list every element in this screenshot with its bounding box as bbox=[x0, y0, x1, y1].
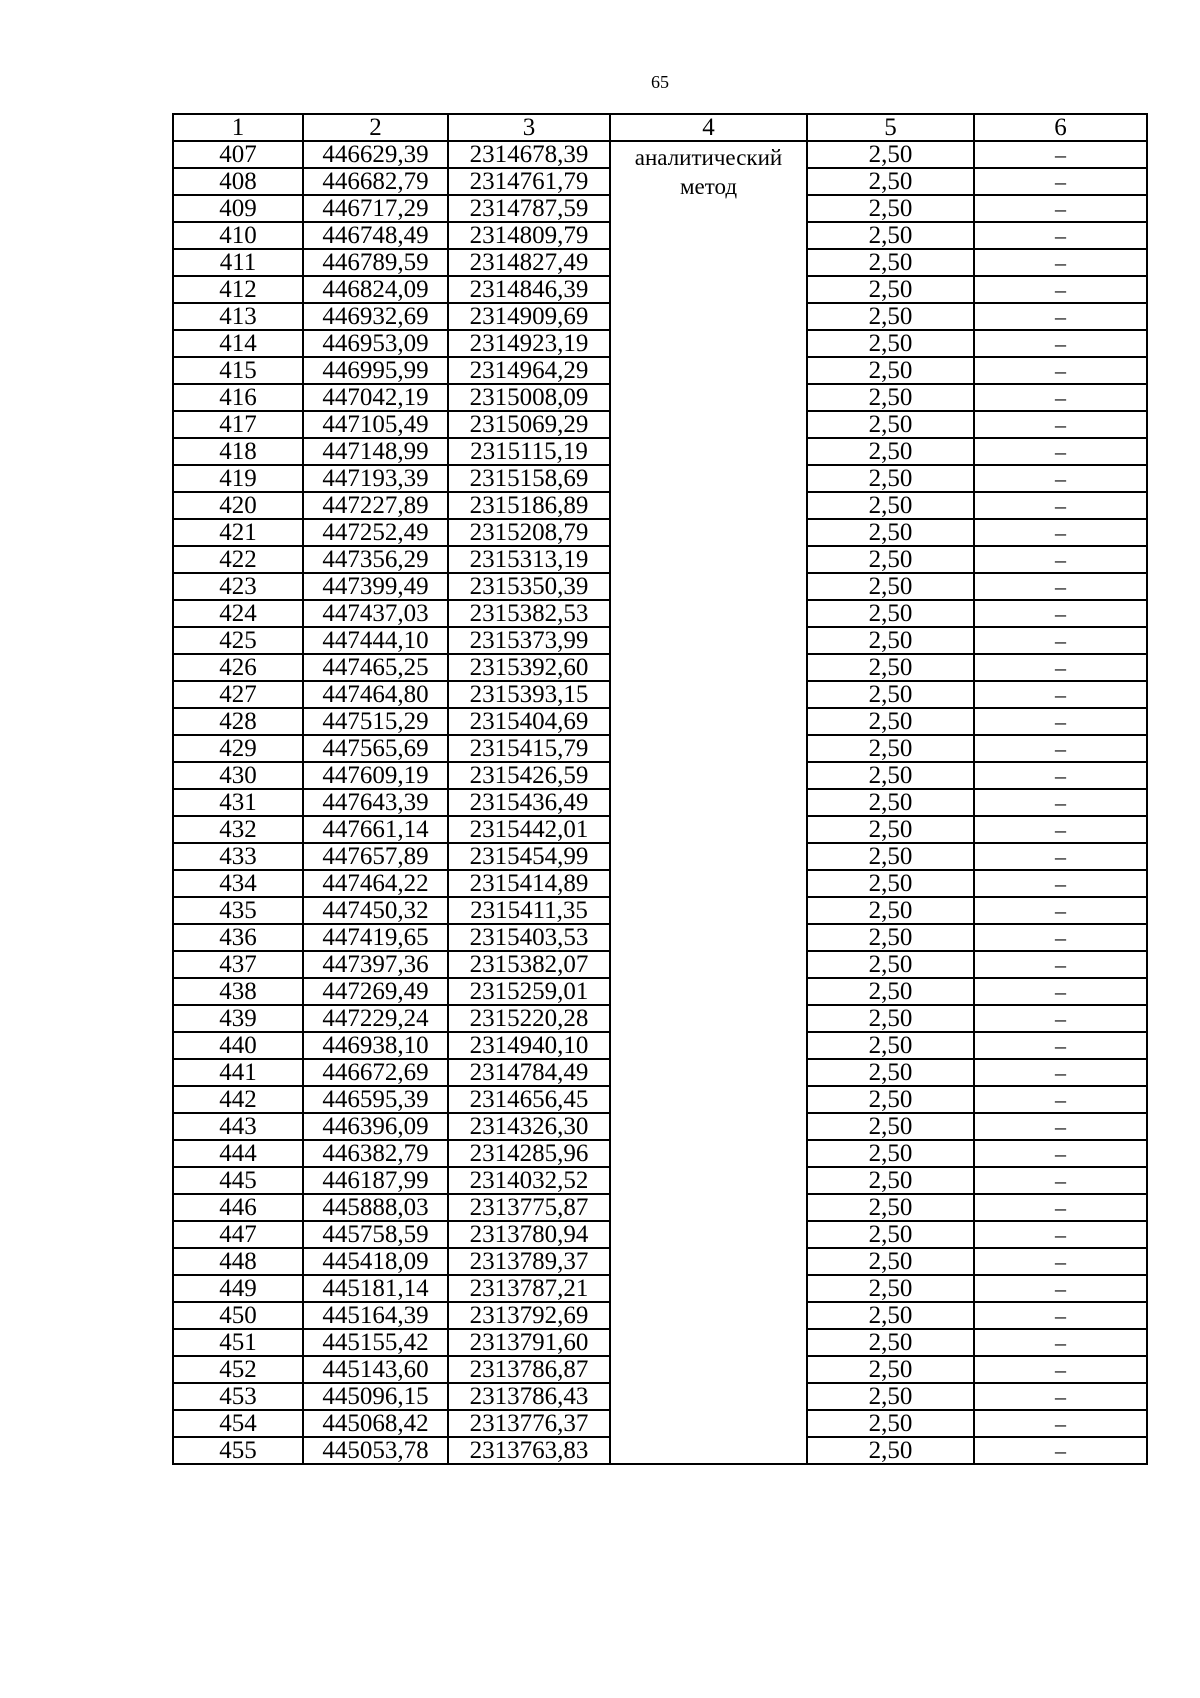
accuracy-cell: 2,50 bbox=[807, 195, 974, 222]
accuracy-cell: 2,50 bbox=[807, 1383, 974, 1410]
x-coordinate-cell: 445888,03 bbox=[303, 1194, 448, 1221]
y-coordinate-cell: 2315350,39 bbox=[448, 573, 610, 600]
point-number-cell: 436 bbox=[173, 924, 303, 951]
x-coordinate-cell: 447419,65 bbox=[303, 924, 448, 951]
point-number-cell: 411 bbox=[173, 249, 303, 276]
point-number-cell: 438 bbox=[173, 978, 303, 1005]
table-row bbox=[173, 141, 1147, 168]
point-number-cell: 423 bbox=[173, 573, 303, 600]
coordinates-table bbox=[172, 113, 1148, 1465]
y-coordinate-cell: 2315382,53 bbox=[448, 600, 610, 627]
accuracy-cell: 2,50 bbox=[807, 843, 974, 870]
point-number-cell: 449 bbox=[173, 1275, 303, 1302]
accuracy-cell: 2,50 bbox=[807, 303, 974, 330]
accuracy-cell: 2,50 bbox=[807, 411, 974, 438]
note-cell: – bbox=[974, 330, 1147, 357]
x-coordinate-cell: 445181,14 bbox=[303, 1275, 448, 1302]
point-number-cell: 434 bbox=[173, 870, 303, 897]
x-coordinate-cell: 447229,24 bbox=[303, 1005, 448, 1032]
y-coordinate-cell: 2313776,37 bbox=[448, 1410, 610, 1437]
point-number-cell: 409 bbox=[173, 195, 303, 222]
x-coordinate-cell: 446748,49 bbox=[303, 222, 448, 249]
accuracy-cell: 2,50 bbox=[807, 816, 974, 843]
x-coordinate-cell: 445096,15 bbox=[303, 1383, 448, 1410]
y-coordinate-cell: 2315404,69 bbox=[448, 708, 610, 735]
point-number-cell: 454 bbox=[173, 1410, 303, 1437]
accuracy-cell: 2,50 bbox=[807, 573, 974, 600]
note-cell: – bbox=[974, 897, 1147, 924]
page-number: 65 bbox=[651, 72, 669, 92]
point-number-cell: 443 bbox=[173, 1113, 303, 1140]
y-coordinate-cell: 2315415,79 bbox=[448, 735, 610, 762]
accuracy-cell: 2,50 bbox=[807, 546, 974, 573]
accuracy-cell: 2,50 bbox=[807, 1437, 974, 1464]
x-coordinate-cell: 445068,42 bbox=[303, 1410, 448, 1437]
note-cell: – bbox=[974, 168, 1147, 195]
y-coordinate-cell: 2315373,99 bbox=[448, 627, 610, 654]
note-cell: – bbox=[974, 141, 1147, 168]
x-coordinate-cell: 447269,49 bbox=[303, 978, 448, 1005]
accuracy-cell: 2,50 bbox=[807, 1410, 974, 1437]
note-cell: – bbox=[974, 519, 1147, 546]
x-coordinate-cell: 445164,39 bbox=[303, 1302, 448, 1329]
y-coordinate-cell: 2315442,01 bbox=[448, 816, 610, 843]
accuracy-cell: 2,50 bbox=[807, 1329, 974, 1356]
header-cell: 4 bbox=[610, 114, 807, 141]
method-cell: аналитический метод bbox=[610, 141, 807, 1464]
point-number-cell: 445 bbox=[173, 1167, 303, 1194]
y-coordinate-cell: 2314678,39 bbox=[448, 141, 610, 168]
y-coordinate-cell: 2313792,69 bbox=[448, 1302, 610, 1329]
x-coordinate-cell: 447464,80 bbox=[303, 681, 448, 708]
note-cell: – bbox=[974, 1113, 1147, 1140]
point-number-cell: 430 bbox=[173, 762, 303, 789]
header-cell: 5 bbox=[807, 114, 974, 141]
x-coordinate-cell: 446932,69 bbox=[303, 303, 448, 330]
note-cell: – bbox=[974, 870, 1147, 897]
point-number-cell: 426 bbox=[173, 654, 303, 681]
x-coordinate-cell: 447252,49 bbox=[303, 519, 448, 546]
accuracy-cell: 2,50 bbox=[807, 1113, 974, 1140]
y-coordinate-cell: 2314761,79 bbox=[448, 168, 610, 195]
note-cell: – bbox=[974, 1086, 1147, 1113]
accuracy-cell: 2,50 bbox=[807, 1032, 974, 1059]
x-coordinate-cell: 447657,89 bbox=[303, 843, 448, 870]
y-coordinate-cell: 2315069,29 bbox=[448, 411, 610, 438]
x-coordinate-cell: 447565,69 bbox=[303, 735, 448, 762]
note-cell: – bbox=[974, 276, 1147, 303]
y-coordinate-cell: 2313763,83 bbox=[448, 1437, 610, 1464]
point-number-cell: 428 bbox=[173, 708, 303, 735]
x-coordinate-cell: 447042,19 bbox=[303, 384, 448, 411]
accuracy-cell: 2,50 bbox=[807, 654, 974, 681]
note-cell: – bbox=[974, 627, 1147, 654]
x-coordinate-cell: 446995,99 bbox=[303, 357, 448, 384]
note-cell: – bbox=[974, 1059, 1147, 1086]
note-cell: – bbox=[974, 789, 1147, 816]
point-number-cell: 424 bbox=[173, 600, 303, 627]
header-cell: 2 bbox=[303, 114, 448, 141]
note-cell: – bbox=[974, 492, 1147, 519]
note-cell: – bbox=[974, 600, 1147, 627]
note-cell: – bbox=[974, 951, 1147, 978]
note-cell: – bbox=[974, 735, 1147, 762]
accuracy-cell: 2,50 bbox=[807, 465, 974, 492]
header-row bbox=[173, 114, 1147, 141]
point-number-cell: 412 bbox=[173, 276, 303, 303]
note-cell: – bbox=[974, 573, 1147, 600]
accuracy-cell: 2,50 bbox=[807, 1302, 974, 1329]
y-coordinate-cell: 2313791,60 bbox=[448, 1329, 610, 1356]
point-number-cell: 421 bbox=[173, 519, 303, 546]
accuracy-cell: 2,50 bbox=[807, 1059, 974, 1086]
accuracy-cell: 2,50 bbox=[807, 1356, 974, 1383]
y-coordinate-cell: 2315008,09 bbox=[448, 384, 610, 411]
note-cell: – bbox=[974, 681, 1147, 708]
x-coordinate-cell: 446396,09 bbox=[303, 1113, 448, 1140]
x-coordinate-cell: 446382,79 bbox=[303, 1140, 448, 1167]
accuracy-cell: 2,50 bbox=[807, 492, 974, 519]
y-coordinate-cell: 2313775,87 bbox=[448, 1194, 610, 1221]
note-cell: – bbox=[974, 303, 1147, 330]
note-cell: – bbox=[974, 1410, 1147, 1437]
accuracy-cell: 2,50 bbox=[807, 168, 974, 195]
y-coordinate-cell: 2313786,43 bbox=[448, 1383, 610, 1410]
y-coordinate-cell: 2313787,21 bbox=[448, 1275, 610, 1302]
x-coordinate-cell: 446629,39 bbox=[303, 141, 448, 168]
y-coordinate-cell: 2314846,39 bbox=[448, 276, 610, 303]
y-coordinate-cell: 2315115,19 bbox=[448, 438, 610, 465]
point-number-cell: 407 bbox=[173, 141, 303, 168]
point-number-cell: 451 bbox=[173, 1329, 303, 1356]
accuracy-cell: 2,50 bbox=[807, 735, 974, 762]
note-cell: – bbox=[974, 816, 1147, 843]
y-coordinate-cell: 2315426,59 bbox=[448, 762, 610, 789]
note-cell: – bbox=[974, 1329, 1147, 1356]
accuracy-cell: 2,50 bbox=[807, 1248, 974, 1275]
y-coordinate-cell: 2315436,49 bbox=[448, 789, 610, 816]
accuracy-cell: 2,50 bbox=[807, 870, 974, 897]
accuracy-cell: 2,50 bbox=[807, 1005, 974, 1032]
y-coordinate-cell: 2313780,94 bbox=[448, 1221, 610, 1248]
y-coordinate-cell: 2314326,30 bbox=[448, 1113, 610, 1140]
y-coordinate-cell: 2313789,37 bbox=[448, 1248, 610, 1275]
point-number-cell: 453 bbox=[173, 1383, 303, 1410]
note-cell: – bbox=[974, 1221, 1147, 1248]
point-number-cell: 440 bbox=[173, 1032, 303, 1059]
note-cell: – bbox=[974, 546, 1147, 573]
x-coordinate-cell: 446938,10 bbox=[303, 1032, 448, 1059]
y-coordinate-cell: 2314809,79 bbox=[448, 222, 610, 249]
note-cell: – bbox=[974, 762, 1147, 789]
point-number-cell: 444 bbox=[173, 1140, 303, 1167]
note-cell: – bbox=[974, 1437, 1147, 1464]
x-coordinate-cell: 447193,39 bbox=[303, 465, 448, 492]
x-coordinate-cell: 447450,32 bbox=[303, 897, 448, 924]
header-cell: 3 bbox=[448, 114, 610, 141]
accuracy-cell: 2,50 bbox=[807, 1140, 974, 1167]
y-coordinate-cell: 2314787,59 bbox=[448, 195, 610, 222]
point-number-cell: 435 bbox=[173, 897, 303, 924]
accuracy-cell: 2,50 bbox=[807, 762, 974, 789]
y-coordinate-cell: 2315313,19 bbox=[448, 546, 610, 573]
x-coordinate-cell: 445418,09 bbox=[303, 1248, 448, 1275]
x-coordinate-cell: 447148,99 bbox=[303, 438, 448, 465]
x-coordinate-cell: 446672,69 bbox=[303, 1059, 448, 1086]
accuracy-cell: 2,50 bbox=[807, 897, 974, 924]
y-coordinate-cell: 2314923,19 bbox=[448, 330, 610, 357]
accuracy-cell: 2,50 bbox=[807, 1167, 974, 1194]
y-coordinate-cell: 2314032,52 bbox=[448, 1167, 610, 1194]
note-cell: – bbox=[974, 438, 1147, 465]
accuracy-cell: 2,50 bbox=[807, 357, 974, 384]
note-cell: – bbox=[974, 1275, 1147, 1302]
y-coordinate-cell: 2315411,35 bbox=[448, 897, 610, 924]
y-coordinate-cell: 2314964,29 bbox=[448, 357, 610, 384]
note-cell: – bbox=[974, 1383, 1147, 1410]
accuracy-cell: 2,50 bbox=[807, 1221, 974, 1248]
point-number-cell: 415 bbox=[173, 357, 303, 384]
point-number-cell: 417 bbox=[173, 411, 303, 438]
accuracy-cell: 2,50 bbox=[807, 519, 974, 546]
point-number-cell: 425 bbox=[173, 627, 303, 654]
note-cell: – bbox=[974, 1032, 1147, 1059]
y-coordinate-cell: 2314285,96 bbox=[448, 1140, 610, 1167]
point-number-cell: 408 bbox=[173, 168, 303, 195]
x-coordinate-cell: 447399,49 bbox=[303, 573, 448, 600]
x-coordinate-cell: 445155,42 bbox=[303, 1329, 448, 1356]
header-cell: 6 bbox=[974, 114, 1147, 141]
x-coordinate-cell: 446953,09 bbox=[303, 330, 448, 357]
note-cell: – bbox=[974, 1005, 1147, 1032]
x-coordinate-cell: 447397,36 bbox=[303, 951, 448, 978]
y-coordinate-cell: 2314656,45 bbox=[448, 1086, 610, 1113]
point-number-cell: 419 bbox=[173, 465, 303, 492]
point-number-cell: 455 bbox=[173, 1437, 303, 1464]
y-coordinate-cell: 2315392,60 bbox=[448, 654, 610, 681]
note-cell: – bbox=[974, 1248, 1147, 1275]
y-coordinate-cell: 2313786,87 bbox=[448, 1356, 610, 1383]
x-coordinate-cell: 447105,49 bbox=[303, 411, 448, 438]
accuracy-cell: 2,50 bbox=[807, 708, 974, 735]
y-coordinate-cell: 2315382,07 bbox=[448, 951, 610, 978]
y-coordinate-cell: 2314909,69 bbox=[448, 303, 610, 330]
x-coordinate-cell: 446682,79 bbox=[303, 168, 448, 195]
point-number-cell: 427 bbox=[173, 681, 303, 708]
note-cell: – bbox=[974, 843, 1147, 870]
note-cell: – bbox=[974, 924, 1147, 951]
point-number-cell: 446 bbox=[173, 1194, 303, 1221]
point-number-cell: 410 bbox=[173, 222, 303, 249]
accuracy-cell: 2,50 bbox=[807, 438, 974, 465]
x-coordinate-cell: 447515,29 bbox=[303, 708, 448, 735]
y-coordinate-cell: 2315208,79 bbox=[448, 519, 610, 546]
point-number-cell: 439 bbox=[173, 1005, 303, 1032]
note-cell: – bbox=[974, 708, 1147, 735]
y-coordinate-cell: 2315259,01 bbox=[448, 978, 610, 1005]
x-coordinate-cell: 445143,60 bbox=[303, 1356, 448, 1383]
note-cell: – bbox=[974, 357, 1147, 384]
x-coordinate-cell: 447609,19 bbox=[303, 762, 448, 789]
note-cell: – bbox=[974, 978, 1147, 1005]
accuracy-cell: 2,50 bbox=[807, 924, 974, 951]
y-coordinate-cell: 2315414,89 bbox=[448, 870, 610, 897]
accuracy-cell: 2,50 bbox=[807, 978, 974, 1005]
note-cell: – bbox=[974, 222, 1147, 249]
y-coordinate-cell: 2315158,69 bbox=[448, 465, 610, 492]
note-cell: – bbox=[974, 1356, 1147, 1383]
accuracy-cell: 2,50 bbox=[807, 276, 974, 303]
x-coordinate-cell: 447437,03 bbox=[303, 600, 448, 627]
x-coordinate-cell: 447643,39 bbox=[303, 789, 448, 816]
accuracy-cell: 2,50 bbox=[807, 951, 974, 978]
point-number-cell: 413 bbox=[173, 303, 303, 330]
accuracy-cell: 2,50 bbox=[807, 249, 974, 276]
y-coordinate-cell: 2315186,89 bbox=[448, 492, 610, 519]
y-coordinate-cell: 2315454,99 bbox=[448, 843, 610, 870]
note-cell: – bbox=[974, 1194, 1147, 1221]
accuracy-cell: 2,50 bbox=[807, 1086, 974, 1113]
y-coordinate-cell: 2315403,53 bbox=[448, 924, 610, 951]
accuracy-cell: 2,50 bbox=[807, 1275, 974, 1302]
x-coordinate-cell: 447444,10 bbox=[303, 627, 448, 654]
x-coordinate-cell: 446789,59 bbox=[303, 249, 448, 276]
point-number-cell: 433 bbox=[173, 843, 303, 870]
point-number-cell: 441 bbox=[173, 1059, 303, 1086]
note-cell: – bbox=[974, 654, 1147, 681]
x-coordinate-cell: 446187,99 bbox=[303, 1167, 448, 1194]
x-coordinate-cell: 447356,29 bbox=[303, 546, 448, 573]
point-number-cell: 447 bbox=[173, 1221, 303, 1248]
note-cell: – bbox=[974, 465, 1147, 492]
point-number-cell: 422 bbox=[173, 546, 303, 573]
point-number-cell: 450 bbox=[173, 1302, 303, 1329]
point-number-cell: 414 bbox=[173, 330, 303, 357]
point-number-cell: 452 bbox=[173, 1356, 303, 1383]
x-coordinate-cell: 447464,22 bbox=[303, 870, 448, 897]
y-coordinate-cell: 2314940,10 bbox=[448, 1032, 610, 1059]
accuracy-cell: 2,50 bbox=[807, 384, 974, 411]
x-coordinate-cell: 446595,39 bbox=[303, 1086, 448, 1113]
note-cell: – bbox=[974, 195, 1147, 222]
accuracy-cell: 2,50 bbox=[807, 1194, 974, 1221]
point-number-cell: 448 bbox=[173, 1248, 303, 1275]
accuracy-cell: 2,50 bbox=[807, 627, 974, 654]
point-number-cell: 420 bbox=[173, 492, 303, 519]
point-number-cell: 442 bbox=[173, 1086, 303, 1113]
note-cell: – bbox=[974, 384, 1147, 411]
x-coordinate-cell: 446824,09 bbox=[303, 276, 448, 303]
note-cell: – bbox=[974, 249, 1147, 276]
x-coordinate-cell: 445758,59 bbox=[303, 1221, 448, 1248]
point-number-cell: 432 bbox=[173, 816, 303, 843]
note-cell: – bbox=[974, 1302, 1147, 1329]
point-number-cell: 437 bbox=[173, 951, 303, 978]
point-number-cell: 416 bbox=[173, 384, 303, 411]
y-coordinate-cell: 2314827,49 bbox=[448, 249, 610, 276]
x-coordinate-cell: 446717,29 bbox=[303, 195, 448, 222]
note-cell: – bbox=[974, 1167, 1147, 1194]
accuracy-cell: 2,50 bbox=[807, 222, 974, 249]
table-body bbox=[173, 114, 1147, 1464]
x-coordinate-cell: 445053,78 bbox=[303, 1437, 448, 1464]
point-number-cell: 429 bbox=[173, 735, 303, 762]
x-coordinate-cell: 447661,14 bbox=[303, 816, 448, 843]
y-coordinate-cell: 2315220,28 bbox=[448, 1005, 610, 1032]
accuracy-cell: 2,50 bbox=[807, 141, 974, 168]
x-coordinate-cell: 447227,89 bbox=[303, 492, 448, 519]
accuracy-cell: 2,50 bbox=[807, 600, 974, 627]
note-cell: – bbox=[974, 1140, 1147, 1167]
x-coordinate-cell: 447465,25 bbox=[303, 654, 448, 681]
header-cell: 1 bbox=[173, 114, 303, 141]
accuracy-cell: 2,50 bbox=[807, 330, 974, 357]
note-cell: – bbox=[974, 411, 1147, 438]
y-coordinate-cell: 2314784,49 bbox=[448, 1059, 610, 1086]
accuracy-cell: 2,50 bbox=[807, 789, 974, 816]
accuracy-cell: 2,50 bbox=[807, 681, 974, 708]
point-number-cell: 418 bbox=[173, 438, 303, 465]
y-coordinate-cell: 2315393,15 bbox=[448, 681, 610, 708]
point-number-cell: 431 bbox=[173, 789, 303, 816]
